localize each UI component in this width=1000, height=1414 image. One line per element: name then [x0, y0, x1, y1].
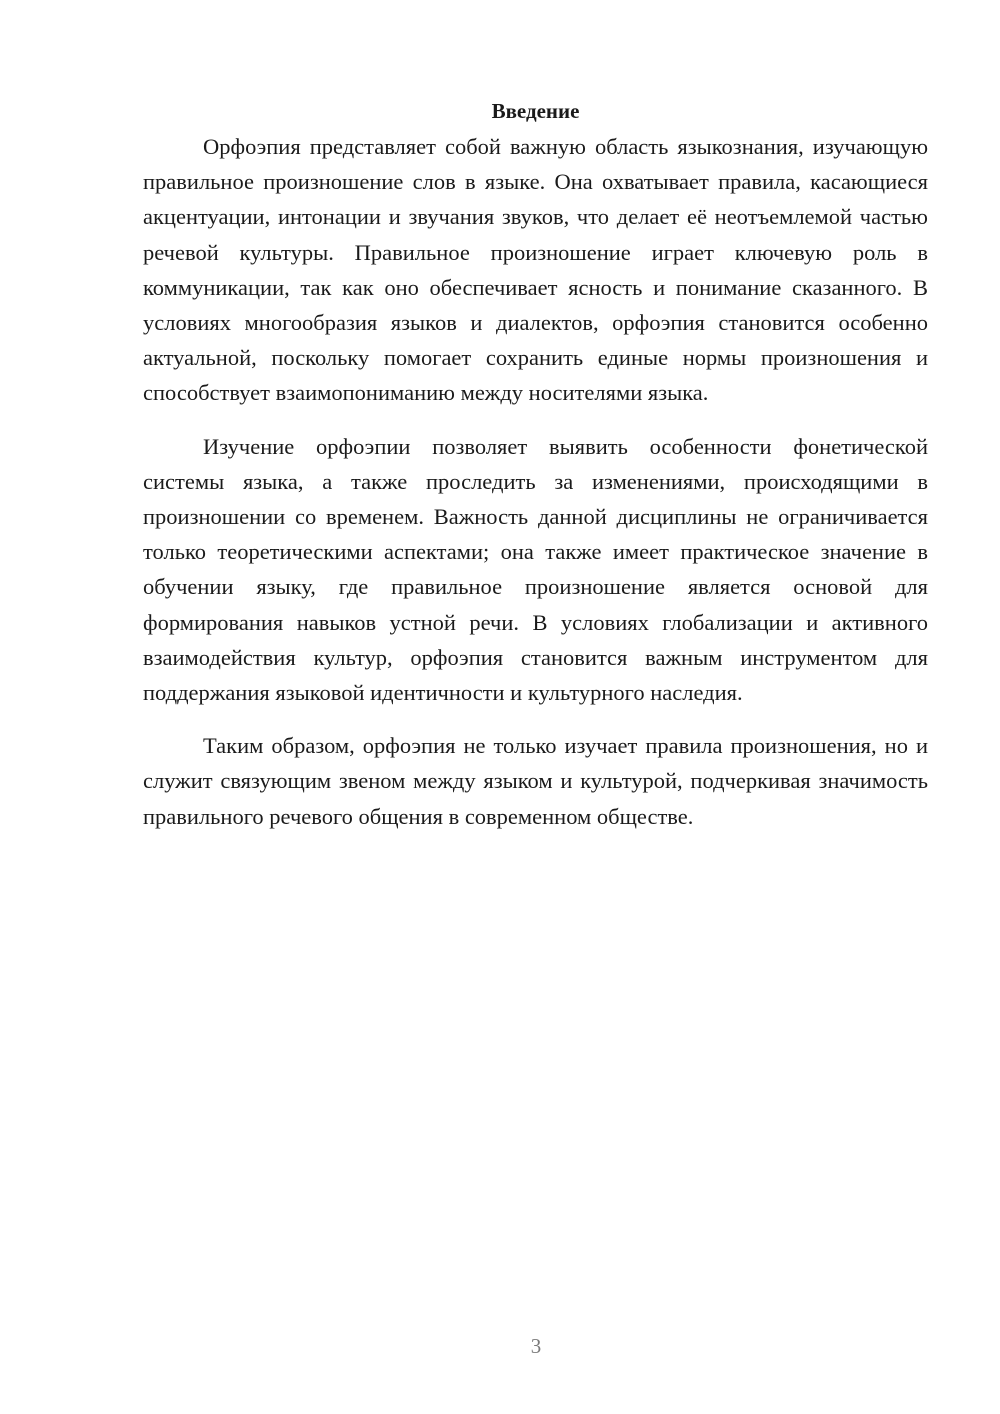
page-content — [143, 94, 928, 852]
paragraph-3: Таким образом, орфоэпия не только изучает правила произношения, но и служит связующим звеном между языком и культурой, подчеркивая значимость правильного речевого общения в современном обществе. — [143, 733, 928, 829]
paragraph-2: Изучение орфоэпии позволяет выявить особенности фонетической системы языка, а также проследить за изменениями, происходящими в произношении со временем. Важность данной дисциплины не ограничивается только теоретическими аспектами; она также имеет практическое значение в обучении языку, где правильное произношение является основой для формирования навыков устной речи. В условиях глобализации и активного взаимодействия культур, орфоэпия становится важным инструментом для поддержания языковой идентичности и культурного наследия. — [143, 433, 928, 706]
paragraph-1: Орфоэпия представляет собой важную область языкознания, изучающую правильное произношение слов в языке. Она охватывает правила, касающиеся акцентуации, интонации и звучания звуков, что делает её неотъемлемой частью речевой культуры. Правильное произношение играет ключевую роль в коммуникации, так как оно обеспечивает ясность и понимание сказанного. В условиях многообразия языков и диалектов, орфоэпия становится особенно актуальной, поскольку помогает сохранить единые нормы произношения и способствует взаимопониманию между носителями языка. — [143, 134, 928, 406]
page-number: 3 — [530, 1334, 542, 1358]
section-heading: Введение — [491, 99, 580, 123]
